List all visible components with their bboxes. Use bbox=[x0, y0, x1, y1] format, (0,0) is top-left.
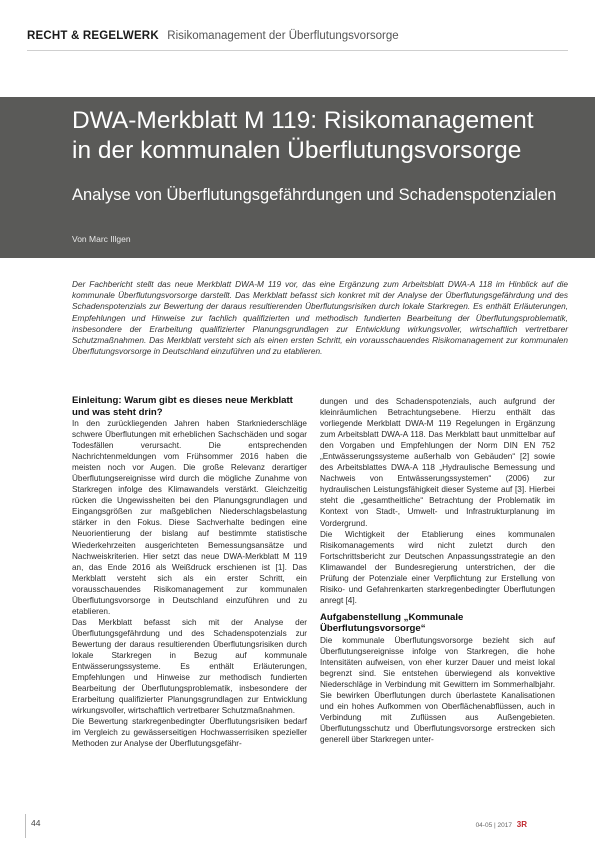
article-subtitle: Analyse von Überflutungsgefährdungen und Schadenspotenzialen bbox=[72, 186, 557, 204]
body-paragraph: Die Wichtigkeit der Etablierung eines kommunalen Risikomanagements wird nicht zuletzt durch den Fortschrittsbericht zur Deutschen Anpassungsstrategie an den Klimawandel der Bundesregierung unterstrichen, der die Prüfung der Potenziale einer Verpflichtung zur Erstellung von Risiko- und Gefahrenkarten starkregenbedingter Überflutungen anregt [4]. bbox=[320, 529, 555, 605]
body-paragraph: In den zurückliegenden Jahren haben Starkniederschläge schwere Überflutungen mit erheblichen Sachschäden und sogar Todesfällen verursacht. Die entsprechenden Nachrichtenmeldungen vom Frühsommer 2016 haben die meisten noch vor Augen. Die große Relevanz derartiger Überflutungsereignisse wird durch die mögliche Zunahme von Starkregen infolge des Klimawandels verstärkt. Gleichzeitig rücken die Ungewissheiten bei den Planungsgrundlagen und Eingangsgrößen zur maßgeblichen Niederschlagsbelastung stärker in den Fokus. Diese Sachverhalte bedingen eine Neuorientierung der bislang auf bestimmte statistische Wiederkehrzeiten ausgerichteten Bemessungsansätze und Nachweiskriterien. Hier setzt das neue DWA-Merkblatt M 119 an, das Ende 2016 als Weißdruck erschienen ist [1]. Das Merkblatt versteht sich als ein erster Schritt, ein vorausschauendes Risikomanagement zur kommunalen Überflutungsvorsorge in Deutschland einzuführen und zu etablieren. bbox=[72, 419, 307, 616]
section-heading-task: Aufgabenstellung „Kommunale Überflutungsvorsorge“ bbox=[320, 611, 464, 635]
article-author: Von Marc Illgen bbox=[72, 234, 131, 244]
journal-logo: 3R bbox=[516, 820, 527, 829]
body-column-right bbox=[320, 396, 555, 745]
section-topic: Risikomanagement der Überflutungsvorsorge bbox=[167, 30, 399, 42]
section-heading-introduction: Einleitung: Warum gibt es dieses neue Merkblatt und was steht drin? bbox=[72, 395, 293, 418]
page-number: 44 bbox=[31, 818, 41, 828]
article-title bbox=[72, 106, 572, 166]
footer-divider bbox=[25, 814, 26, 838]
running-header bbox=[27, 26, 568, 50]
body-paragraph: Die Bewertung starkregenbedingter Überflutungsrisiken bedarf im Vergleich zu gewässerseitigen Hochwasserrisiken spezieller Methoden zur Analyse der Überflutungsgefähr- bbox=[72, 717, 307, 749]
section-label: RECHT & REGELWERK bbox=[27, 30, 159, 42]
body-paragraph: Das Merkblatt befasst sich mit der Analyse der Überflutungsgefährdung und des Schadenspotenzials zur Bewertung der daraus resultierenden Überflutungsrisiken durch lokale Starkregen in Bezug auf kommunale Entwässerungssysteme. Es enthält Erläuterungen, Empfehlungen und Hinweise zur methodisch fundierten Bearbeitung der Überflutungsproblematik, insbesondere der Erarbeitung qualifizierter Planungsgrundlagen zur Entwicklung wirkungsvoller, wirtschaftlich vertretbarer Schutzmaßnahmen. bbox=[72, 617, 307, 716]
title-line-1: DWA-Merkblatt M 119: Risikomanagement bbox=[72, 107, 534, 134]
title-line-2: in der kommunalen Überflutungsvorsorge bbox=[72, 137, 522, 164]
body-column-left bbox=[72, 395, 307, 749]
body-paragraph: dungen und des Schadenspotenzials, auch aufgrund der kleinräumlichen Betrachtungsebene. Hierzu enthält das vorliegende Merkblatt DWA-M 119 Regelungen in Ergänzung zum Arbeitsblatt DWA-A 118. Das Merkblatt baut unmittelbar auf den Vorgaben und Empfehlungen der Norm DIN EN 752 „Entwässerungssysteme außerhalb von Gebäuden“ [2] sowie des Arbeitsblattes DWA-A 118 „Hydraulische Bemessung und Nachweis von Entwässerungssystemen“ (2006) zur hydraulischen Leistungsfähigkeit dieser Systeme auf [3]. Hierbei steht die „gesamtheitliche“ Betrachtung der Problematik im Kontext von Stadt-, Umwelt- und Infrastrukturplanung im Vordergrund. bbox=[320, 397, 555, 528]
article-abstract: Der Fachbericht stellt das neue Merkblatt DWA-M 119 vor, das eine Ergänzung zum Arbeitsblatt DWA-A 118 im Hinblick auf die kommunale Überflutungsvorsorge darstellt. Das Merkblatt befasst sich konkret mit der Analyse der Überflutungsgefährdung und des Schadenspotenzials zur Bewertung der daraus resultierenden Überflutungsrisiken durch lokale Starkregen. Es enthält Erläuterungen, Empfehlungen und Hinweise zur fachlich qualifizierten und methodisch fundierten Bearbeitung der Überflutungsproblematik, insbesondere der Erarbeitung qualifizierter Planungsgrundlagen zur Entwicklung wirkungsvoller, wirtschaftlich vertretbarer Schutzmaßnahmen. Das Merkblatt versteht sich als einen ersten Schritt, ein vorausschauendes Risikomanagement zur kommunalen Überflutungsvorsorge in Deutschland einzuführen und zu etablieren. bbox=[72, 279, 568, 357]
header-rule bbox=[27, 50, 568, 51]
issue-number: 04-05 | 2017 bbox=[475, 822, 512, 829]
issue-info bbox=[476, 820, 527, 829]
body-paragraph: Die kommunale Überflutungsvorsorge bezieht sich auf Überflutungsereignisse infolge von Starkregen, die hohe Intensitäten aufweisen, von eher kurzer Dauer und meist lokal begrenzt sind. Sie entstehen überwiegend als konvektive Niederschläge in Verbindung mit Gewittern im Sommerhalbjahr. Sie bewirken Überflutungen durch überlastete Kanalisationen und ein hohes Aufkommen von Oberflächenabflüssen, auch in Verbindung mit Zuflüssen aus Außengebieten. Überflutungsschutz und Überflutungsvorsorge erstrecken sich generell über Starkregen unter- bbox=[320, 635, 555, 745]
